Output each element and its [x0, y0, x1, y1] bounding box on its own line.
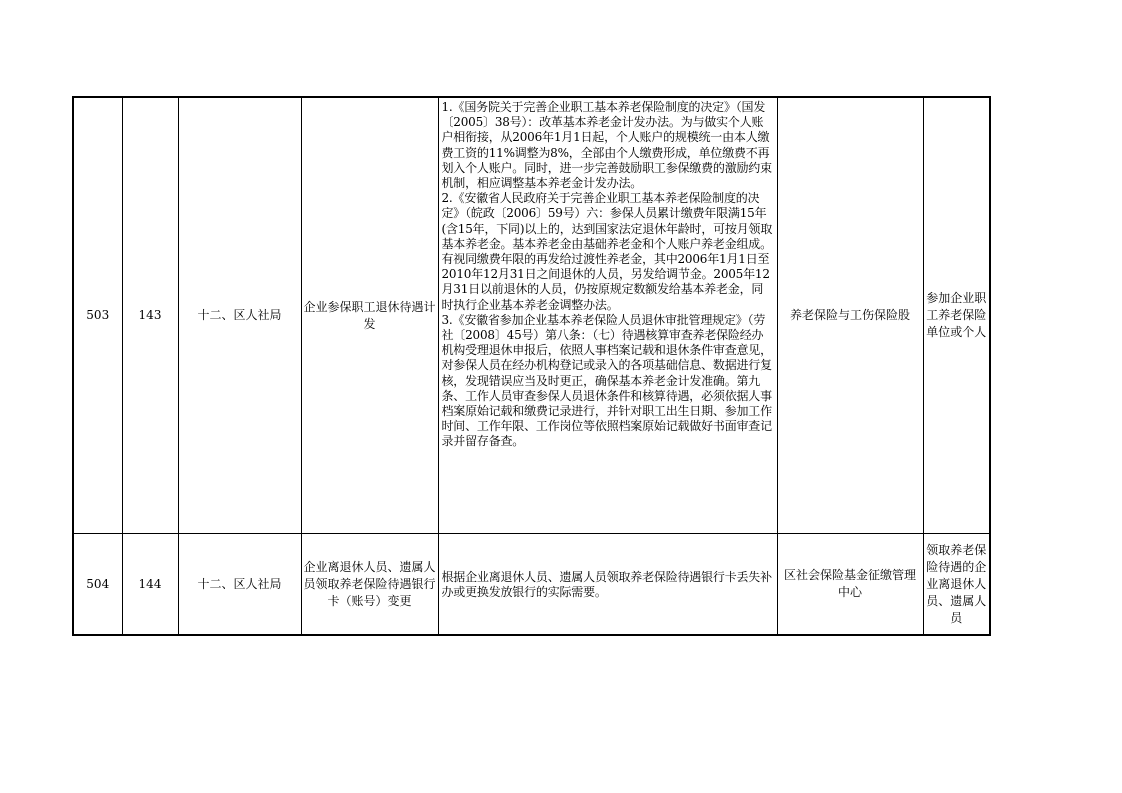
- table-row: [73, 534, 990, 636]
- basis-paragraph: 根据企业离退休人员、遗属人员领取养老保险待遇银行卡丢失补办或更换发放银行的实际需要。: [441, 569, 772, 599]
- seq-cell: 504: [73, 534, 122, 636]
- implementing-unit-cell: 区社会保险基金征缴管理中心: [777, 534, 923, 636]
- basis-paragraph: 1.《国务院关于完善企业职工基本养老保险制度的决定》（国发〔2005〕38号）：改革基本养老金计发办法。为与做实个人账户相衔接，从2006年1月1日起，个人账户的规模统一由本人缴费工资的11%调整为8%，全部由个人缴费形成，单位缴费不再划入个人账户。同时，进一步完善鼓励职工参保缴费的激励约束机制，相应调整基本养老金计发办法。: [441, 100, 772, 191]
- item-no-cell: 144: [122, 534, 178, 636]
- service-target-cell: 领取养老保险待遇的企业离退休人员、遗属人员: [923, 534, 990, 636]
- seq-cell: 503: [73, 97, 122, 534]
- service-target-cell: 参加企业职工养老保险单位或个人: [923, 97, 990, 534]
- item-no-cell: 143: [122, 97, 178, 534]
- table-row: [73, 97, 990, 534]
- basis-paragraph: 3.《安徽省参加企业基本养老保险人员退休审批管理规定》（劳社〔2008〕45号）第八条：（七）待遇核算审查养老保险经办机构受理退休申报后，依照人事档案记载和退休条件审查意见，对参保人员在经办机构登记或录入的各项基础信息、数据进行复核，发现错误应当及时更正，确保基本养老金计发准确。第九条、工作人员审查参保人员退休条件和核算待遇，必须依据人事档案原始记载和缴费记录进行，并针对职工出生日期、参加工作时间、工作年限、工作岗位等依照档案原始记载做好书面审查记录并留存备查。: [441, 312, 772, 449]
- implementing-unit-cell: 养老保险与工伤保险股: [777, 97, 923, 534]
- item-name-cell: 企业参保职工退休待遇计发: [301, 97, 438, 534]
- legal-basis-cell: [438, 534, 777, 636]
- basis-paragraph: 2.《安徽省人民政府关于完善企业职工基本养老保险制度的决定》（皖政〔2006〕59号）六：参保人员累计缴费年限满15年(含15年，下同)以上的，达到国家法定退休年龄时，可按月领取基本养老金。基本养老金由基础养老金和个人账户养老金组成。有视同缴费年限的再发给过渡性养老金，其中2006年1月1日至2010年12月31日之间退休的人员，另发给调节金。2005年12月31日以前退休的人员，仍按原规定数额发给基本养老金，同时执行企业基本养老金调整办法。: [441, 191, 773, 312]
- item-name-cell: 企业离退休人员、遗属人员领取养老保险待遇银行卡（账号）变更: [301, 534, 438, 636]
- department-cell: 十二、区人社局: [178, 534, 301, 636]
- service-items-table: [72, 96, 991, 636]
- legal-basis-cell: [438, 97, 777, 534]
- department-cell: 十二、区人社局: [178, 97, 301, 534]
